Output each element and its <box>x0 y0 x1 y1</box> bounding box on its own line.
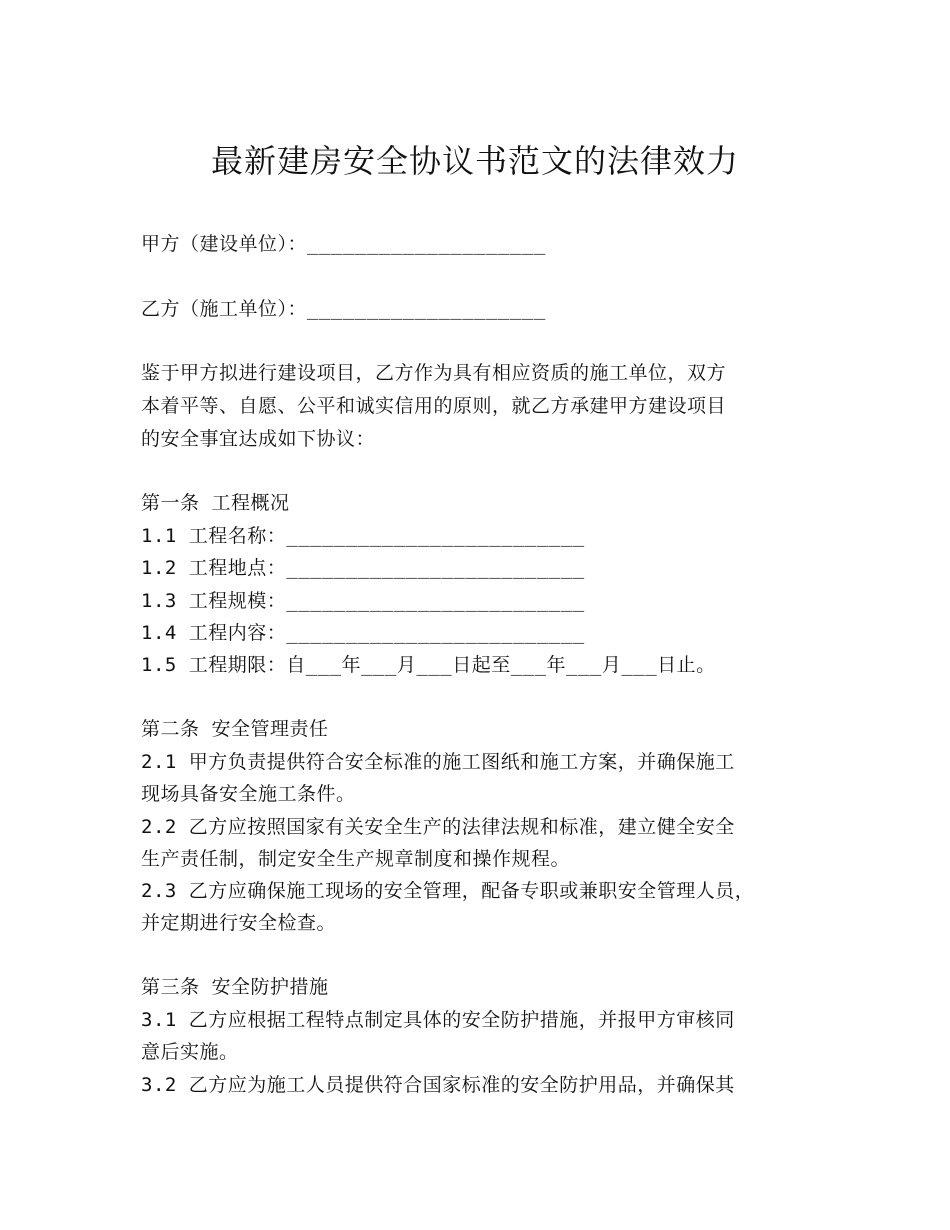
article1-heading: 第一条 工程概况 <box>141 492 290 514</box>
article3-line: 意后实施。 <box>141 1041 239 1063</box>
article3-line: 3.2 乙方应为施工人员提供符合国家标准的安全防护用品，并确保其 <box>141 1074 735 1096</box>
article2-line: 并定期进行安全检查。 <box>141 912 337 934</box>
article2-line: 2.2 乙方应按照国家有关安全生产的法律法规和标准，建立健全安全 <box>141 816 735 838</box>
preamble-line: 鉴于甲方拟进行建设项目，乙方作为具有相应资质的施工单位，双方 <box>141 362 727 384</box>
article1-item: 1.5 工程期限：自___年___月___日起至___年___月___日止。 <box>141 654 716 676</box>
article2-line: 2.1 甲方负责提供符合安全标准的施工图纸和施工方案，并确保施工 <box>141 751 735 773</box>
article2-line: 2.3 乙方应确保施工现场的安全管理，配备专职或兼职安全管理人员， <box>141 880 755 902</box>
article2-line: 现场具备安全施工条件。 <box>141 783 356 805</box>
party-a-line: 甲方（建设单位）：____________________ <box>141 233 546 255</box>
preamble-line: 的安全事宜达成如下协议： <box>141 428 376 450</box>
article2-heading: 第二条 安全管理责任 <box>141 718 329 740</box>
article1-item: 1.1 工程名称：_________________________ <box>141 525 585 547</box>
document-title: 最新建房安全协议书范文的法律效力 <box>210 142 739 180</box>
article3-line: 3.1 乙方应根据工程特点制定具体的安全防护措施，并报甲方审核同 <box>141 1009 735 1031</box>
preamble-line: 本着平等、自愿、公平和诚实信用的原则，就乙方承建甲方建设项目 <box>141 395 727 417</box>
article1-item: 1.3 工程规模：_________________________ <box>141 590 585 612</box>
party-b-line: 乙方（施工单位）：____________________ <box>141 298 546 320</box>
article3-heading: 第三条 安全防护措施 <box>141 976 329 998</box>
article1-item: 1.2 工程地点：_________________________ <box>141 557 585 579</box>
article2-line: 生产责任制，制定安全生产规章制度和操作规程。 <box>141 848 571 870</box>
article1-item: 1.4 工程内容：_________________________ <box>141 622 585 644</box>
